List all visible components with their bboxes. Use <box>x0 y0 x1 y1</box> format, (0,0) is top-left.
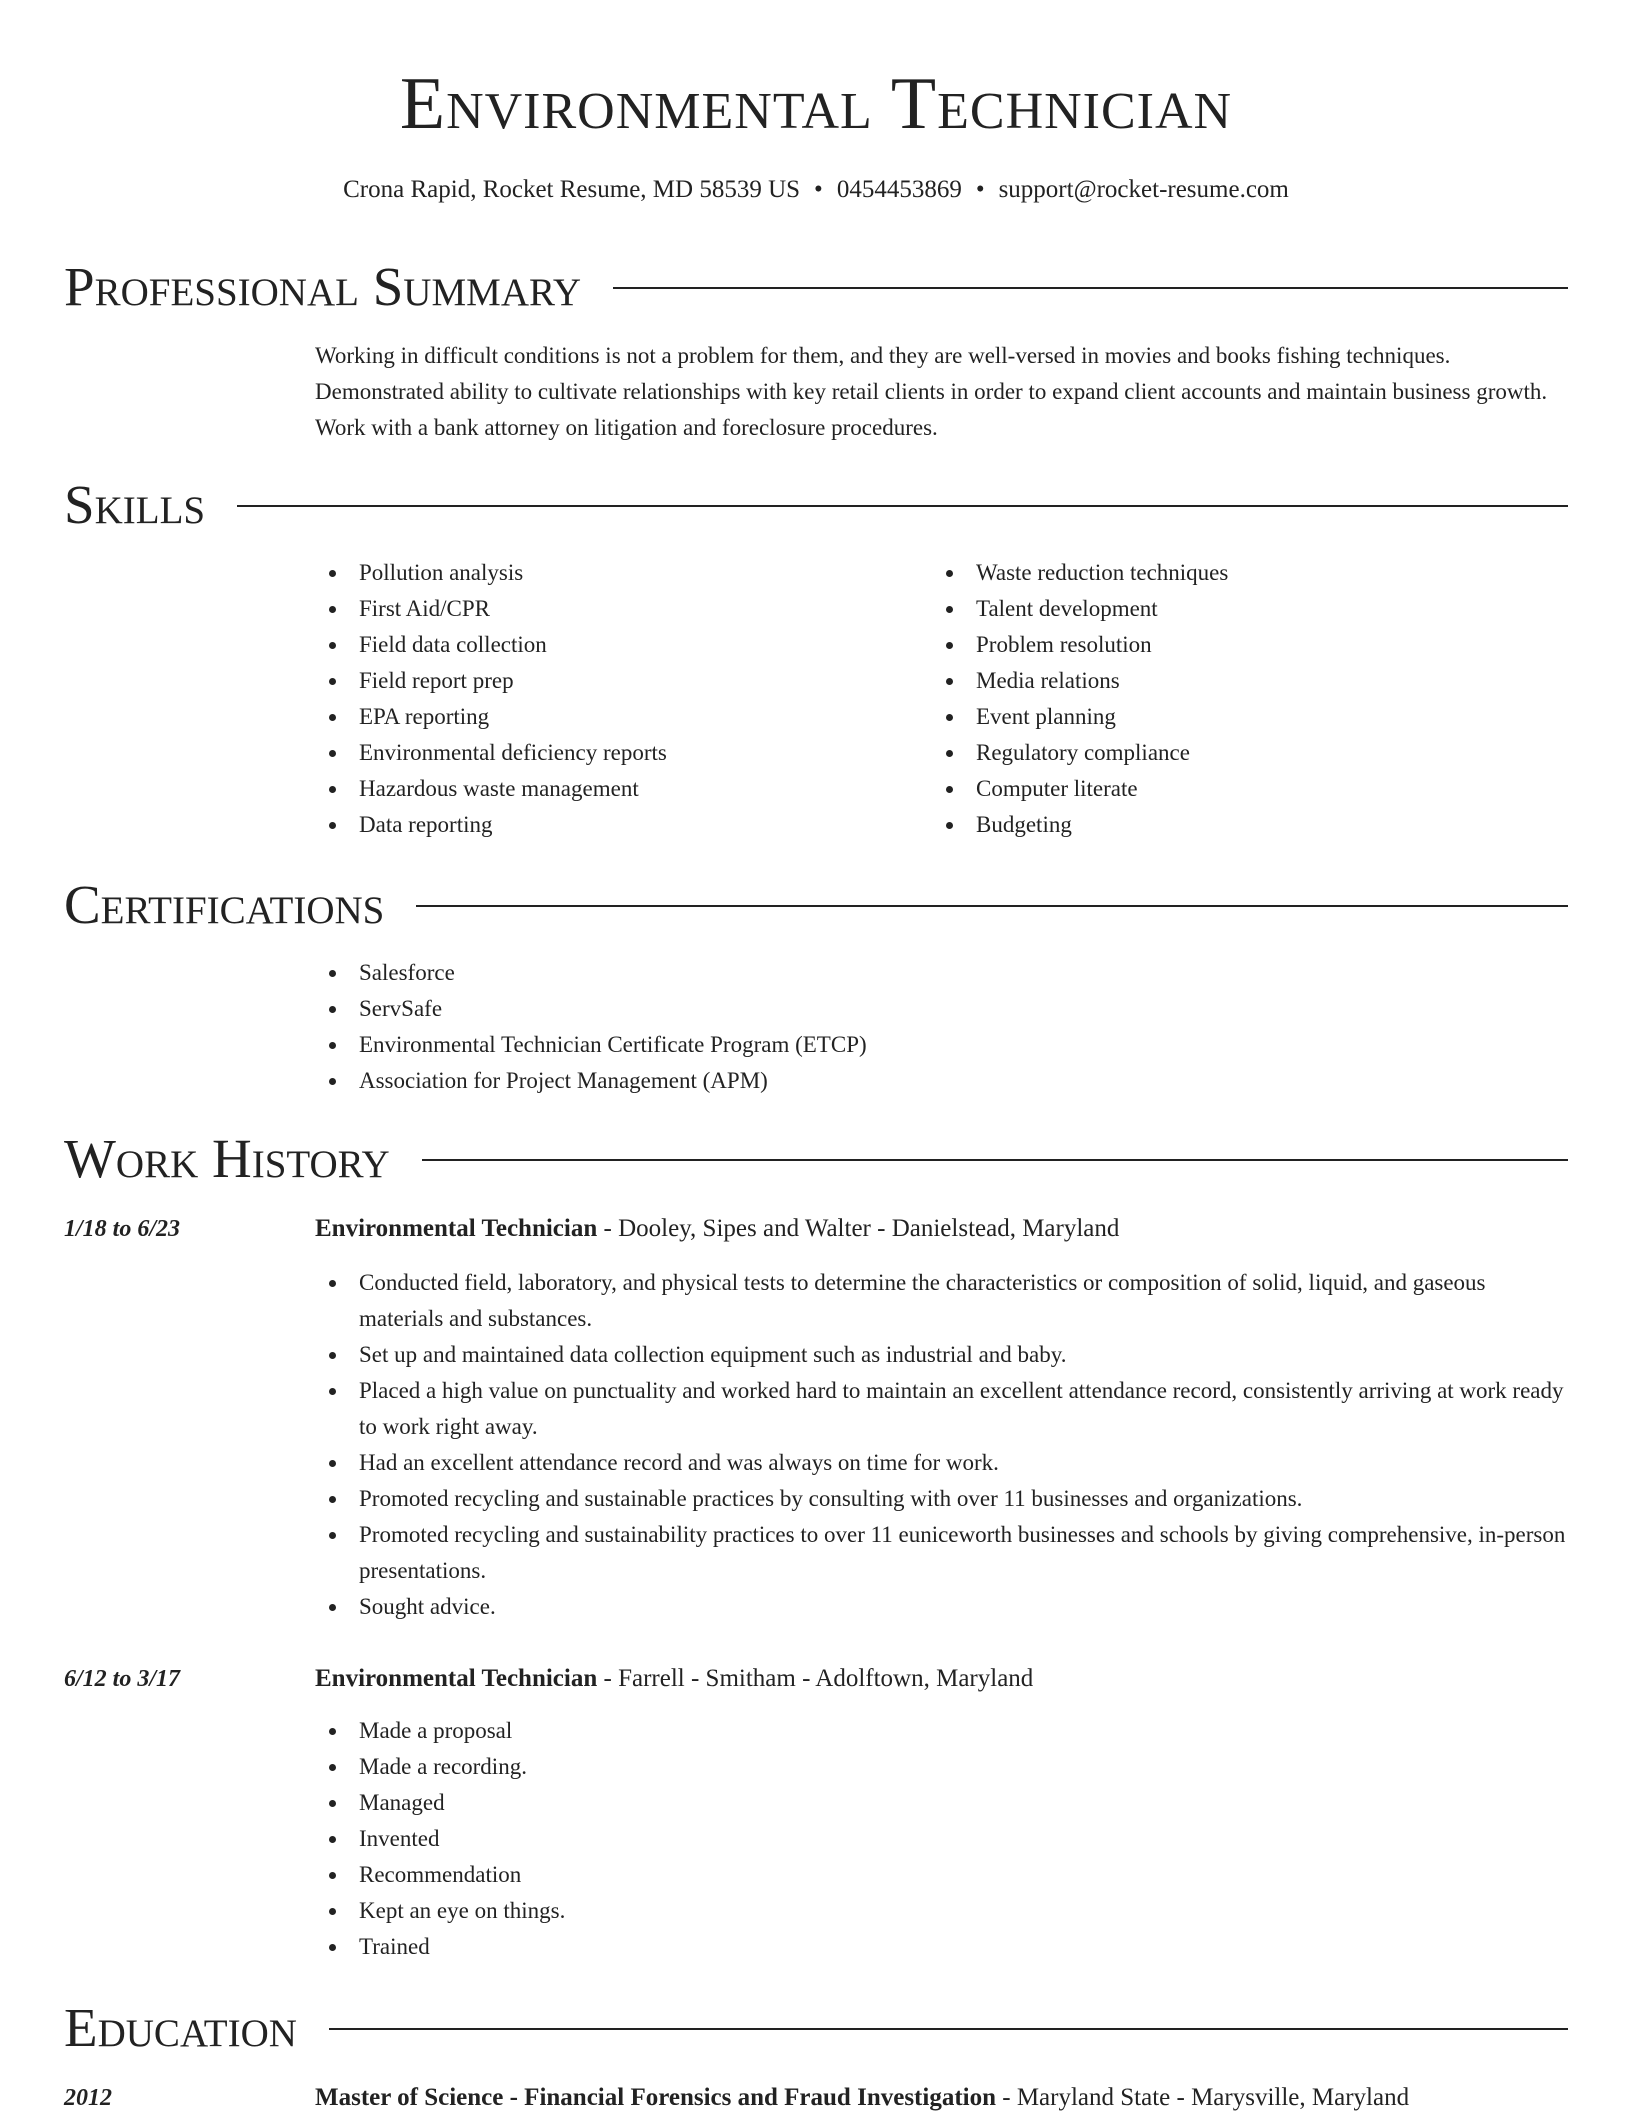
contact-line <box>0 172 1632 208</box>
responsibility-item: Invented <box>315 1821 1568 1857</box>
skill-item: Computer literate <box>932 771 1552 807</box>
contact-separator: • <box>975 176 985 203</box>
responsibility-item: Made a proposal <box>315 1713 1568 1749</box>
skills-list-left <box>315 555 915 843</box>
responsibility-item: Had an excellent attendance record and was always on time for work. <box>315 1445 1568 1481</box>
responsibility-item: Set up and maintained data collection equipment such as industrial and baby. <box>315 1337 1568 1373</box>
skill-item: Event planning <box>932 699 1552 735</box>
responsibility-item: Sought advice. <box>315 1589 1568 1625</box>
certification-item: Salesforce <box>315 955 1568 991</box>
job-title: Environmental Technician <box>315 1665 598 1692</box>
section-divider <box>416 905 1568 907</box>
skill-item: Regulatory compliance <box>932 735 1552 771</box>
skill-item: Media relations <box>932 663 1552 699</box>
responsibility-item: Promoted recycling and sustainability practices to over 11 euniceworth businesses and schools by giving comprehensive, in-person presentations. <box>315 1517 1568 1589</box>
resume-title: Environmental Technician <box>399 63 1233 145</box>
skill-item: Field report prep <box>315 663 915 699</box>
institution-details: - Maryland State - Marysville, Maryland <box>996 2084 1410 2111</box>
skill-item: Hazardous waste management <box>315 771 915 807</box>
job-heading <box>315 1661 1568 1697</box>
skill-item: Problem resolution <box>932 627 1552 663</box>
responsibility-item: Trained <box>315 1929 1568 1965</box>
skill-item: Budgeting <box>932 807 1552 843</box>
skill-item: Field data collection <box>315 627 915 663</box>
skills-section-header <box>64 470 1568 540</box>
skill-item: Pollution analysis <box>315 555 915 591</box>
education-heading: Education <box>64 1997 297 2058</box>
education-year: 2012 <box>64 2085 112 2111</box>
job-dates: 6/12 to 3/17 <box>64 1666 181 1692</box>
skill-item: Data reporting <box>315 807 915 843</box>
contact-email: support@rocket-resume.com <box>998 176 1289 203</box>
summary-text: Working in difficult conditions is not a problem for them, and they are well-versed in movies and books fishing techniques. Demonstrated ability to cultivate relationships with key retail clients in order to expand client accounts and maintain business growth. Work with a bank attorney on litigation and foreclosure procedures. <box>315 343 1548 440</box>
section-divider <box>613 287 1568 289</box>
skills-heading: Skills <box>64 474 206 535</box>
job-title: Environmental Technician <box>315 1215 598 1242</box>
education-entry <box>315 2080 1568 2116</box>
contact-separator: • <box>814 176 823 203</box>
section-divider <box>237 505 1568 507</box>
section-divider <box>329 2028 1568 2030</box>
certifications-section-header <box>64 870 1568 940</box>
certification-item: Association for Project Management (APM) <box>315 1063 1568 1099</box>
certifications-heading: Certifications <box>64 874 385 935</box>
contact-address: Crona Rapid, Rocket Resume, MD 58539 US <box>343 176 801 203</box>
job-responsibilities <box>315 1265 1568 1625</box>
certification-item: Environmental Technician Certificate Program (ETCP) <box>315 1027 1568 1063</box>
skills-list-right <box>932 555 1552 843</box>
contact-phone: 0454453869 <box>836 176 962 203</box>
degree-title: Master of Science - Financial Forensics and Fraud Investigation <box>315 2084 996 2111</box>
job-dates: 1/18 to 6/23 <box>64 1216 181 1242</box>
responsibility-item: Recommendation <box>315 1857 1568 1893</box>
work-history-section-header <box>64 1124 1568 1194</box>
education-section-header <box>64 1993 1568 2063</box>
job-responsibilities <box>315 1713 1568 1965</box>
skill-item: First Aid/CPR <box>315 591 915 627</box>
skill-item: Talent development <box>932 591 1552 627</box>
skill-item: Environmental deficiency reports <box>315 735 915 771</box>
job-employer: - Farrell - Smitham - Adolftown, Maryland <box>597 1665 1034 1692</box>
responsibility-item: Kept an eye on things. <box>315 1893 1568 1929</box>
responsibility-item: Managed <box>315 1785 1568 1821</box>
job-employer: - Dooley, Sipes and Walter - Danielstead, Maryland <box>597 1215 1120 1242</box>
summary-heading: Professional Summary <box>64 256 582 317</box>
section-divider <box>422 1159 1568 1161</box>
job-heading <box>315 1211 1568 1247</box>
summary-section-header <box>64 252 1568 322</box>
skill-item: Waste reduction techniques <box>932 555 1552 591</box>
responsibility-item: Promoted recycling and sustainable practices by consulting with over 11 businesses and organizations. <box>315 1481 1568 1517</box>
certifications-list <box>315 955 1568 1099</box>
skill-item: EPA reporting <box>315 699 915 735</box>
responsibility-item: Made a recording. <box>315 1749 1568 1785</box>
responsibility-item: Placed a high value on punctuality and worked hard to maintain an excellent attendance record, consistently arriving at work ready to work right away. <box>315 1373 1568 1445</box>
work-history-heading: Work History <box>64 1128 390 1189</box>
responsibility-item: Conducted field, laboratory, and physical tests to determine the characteristics or composition of solid, liquid, and gaseous materials and substances. <box>315 1265 1568 1337</box>
certification-item: ServSafe <box>315 991 1568 1027</box>
